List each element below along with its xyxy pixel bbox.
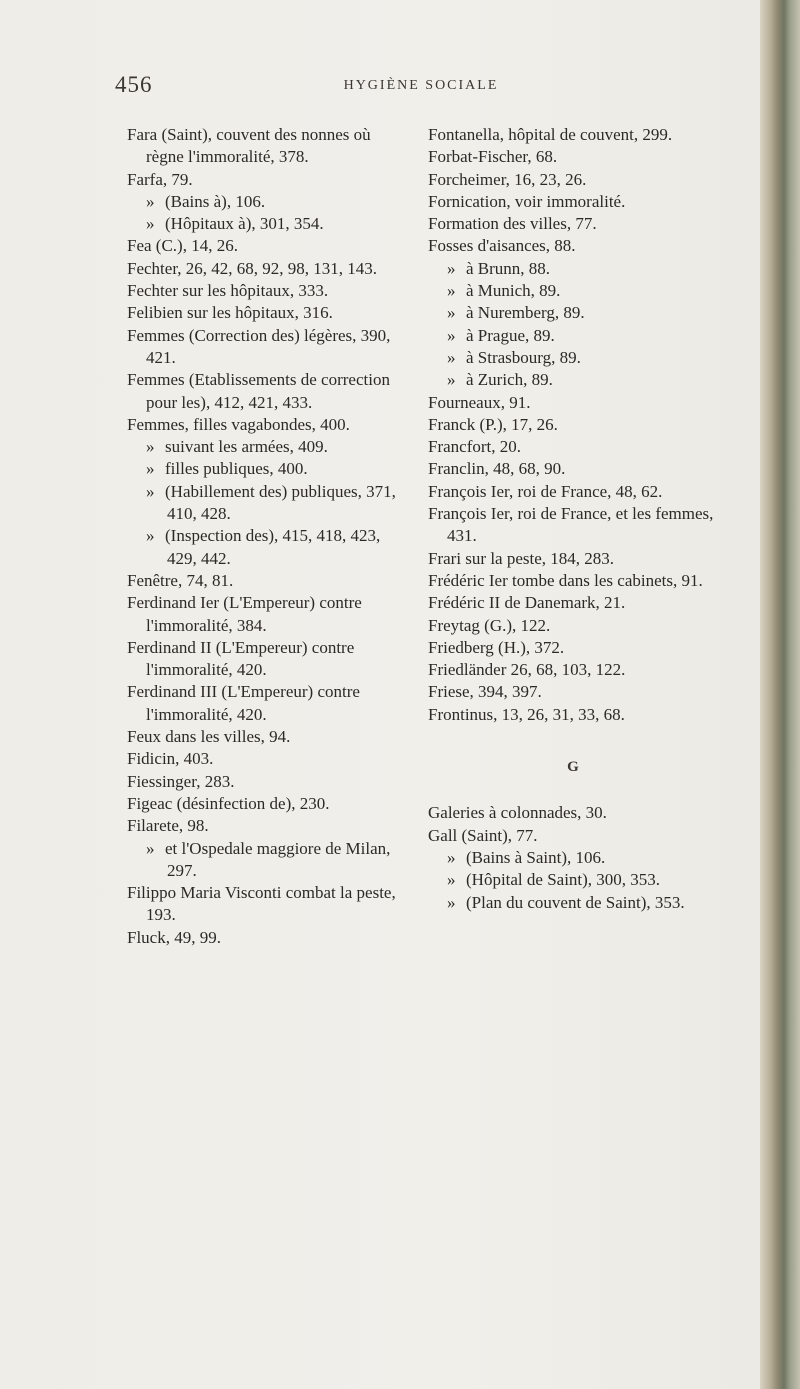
index-entry <box>428 213 718 235</box>
index-entry-text: suivant les armées, 409. <box>165 437 328 457</box>
index-entry <box>428 369 718 391</box>
index-entry <box>428 892 718 914</box>
ditto-mark: » <box>447 847 456 867</box>
index-entry <box>127 793 412 815</box>
ditto-mark: » <box>146 214 155 234</box>
index-entry <box>428 570 718 592</box>
index-entry <box>428 325 718 347</box>
index-entry <box>428 869 718 891</box>
index-entry-text: Forcheimer, 16, 23, 26. <box>428 169 587 189</box>
index-entry <box>127 748 412 770</box>
index-entry-text: Francfort, 20. <box>428 437 522 457</box>
index-entry-text: à Zurich, 89. <box>466 370 553 390</box>
index-entry <box>127 771 412 793</box>
index-entry-text: Galeries à colonnades, 30. <box>428 803 607 823</box>
ditto-mark: » <box>447 258 456 278</box>
index-column-right <box>428 124 718 914</box>
index-entry <box>127 838 412 883</box>
index-entry-text: (Habillement des) publiques, 371, 410, 428. <box>165 481 396 524</box>
index-entry-text: Filippo Maria Visconti combat la peste, 193. <box>127 883 396 925</box>
index-entry-text: Femmes, filles vagabondes, 400. <box>127 414 350 434</box>
index-entry-text: (Bains à Saint), 106. <box>466 847 606 867</box>
index-entry-text: Femmes (Etablissements de correction pour les), 412, 421, 433. <box>127 370 390 412</box>
index-entry <box>428 704 718 726</box>
index-entry <box>428 392 718 414</box>
index-entry <box>428 235 718 257</box>
index-entry-text: Forbat-Fischer, 68. <box>428 147 558 167</box>
page-edge-shadow <box>760 0 800 1389</box>
index-entry-text: Farfa, 79. <box>127 169 193 189</box>
ditto-mark: » <box>146 481 155 501</box>
index-entry-text: Fea (C.), 14, 26. <box>127 236 238 256</box>
index-entry-text: Friese, 394, 397. <box>428 682 542 702</box>
index-entry-text: Fontanella, hôpital de couvent, 299. <box>428 125 673 144</box>
index-entry-text: Femmes (Correction des) légères, 390, 421. <box>127 325 391 367</box>
index-entry <box>127 191 412 213</box>
index-entry <box>127 525 412 570</box>
index-entry-text: Freytag (G.), 122. <box>428 615 551 635</box>
index-entry <box>428 436 718 458</box>
index-entry <box>428 592 718 614</box>
index-column-left <box>127 124 412 949</box>
index-entry <box>428 347 718 369</box>
ditto-mark: » <box>146 526 155 546</box>
index-entry-text: (Hôpitaux à), 301, 354. <box>165 214 324 234</box>
index-entry-text: et l'Ospedale maggiore de Milan, 297. <box>165 838 391 880</box>
index-entry <box>428 681 718 703</box>
index-entry-text: Frédéric Ier tombe dans les cabinets, 91. <box>428 570 703 590</box>
index-entry <box>127 882 412 927</box>
index-entry <box>428 458 718 480</box>
index-entry-text: Fechter sur les hôpitaux, 333. <box>127 281 329 301</box>
index-entry <box>428 637 718 659</box>
ditto-mark: » <box>146 838 155 858</box>
index-entry-text: (Inspection des), 415, 418, 423, 429, 442. <box>165 526 381 568</box>
index-entry-text: Franclin, 48, 68, 90. <box>428 459 566 479</box>
index-entry <box>127 570 412 592</box>
index-entry-text: Franck (P.), 17, 26. <box>428 414 558 434</box>
index-entry-text: François Ier, roi de France, 48, 62. <box>428 481 663 501</box>
index-entry <box>428 802 718 824</box>
ditto-mark: » <box>447 870 456 890</box>
index-entry-text: (Hôpital de Saint), 300, 353. <box>466 870 661 890</box>
ditto-mark: » <box>447 281 456 301</box>
index-entry <box>127 436 412 458</box>
index-entry <box>127 592 412 637</box>
index-entry <box>428 481 718 503</box>
index-entry-text: à Brunn, 88. <box>466 258 551 278</box>
index-entry <box>127 726 412 748</box>
index-entry <box>127 481 412 526</box>
index-entry <box>127 280 412 302</box>
index-entry-text: Fornication, voir immoralité. <box>428 191 626 211</box>
index-entry <box>127 369 412 414</box>
index-entry-text: (Plan du couvent de Saint), 353. <box>466 892 685 912</box>
index-entry <box>127 302 412 324</box>
index-entry-text: Frédéric II de Danemark, 21. <box>428 593 626 613</box>
index-entry-text: Ferdinand II (L'Empereur) contre l'immoralité, 420. <box>127 637 355 680</box>
index-entry <box>428 258 718 280</box>
index-entry <box>127 325 412 370</box>
index-entry <box>127 258 412 280</box>
index-entry-text: à Munich, 89. <box>466 281 561 301</box>
ditto-mark: » <box>146 437 155 457</box>
index-entry <box>127 169 412 191</box>
index-entry-text: Ferdinand III (L'Empereur) contre l'immoralité, 420. <box>127 682 360 724</box>
index-entry <box>428 169 718 191</box>
index-entries-f <box>428 124 718 726</box>
running-title: HYGIÈNE SOCIALE <box>343 78 499 93</box>
index-entry-text: filles publiques, 400. <box>165 459 308 479</box>
index-entry-text: Feux dans les villes, 94. <box>127 727 291 747</box>
index-entry-text: Friedberg (H.), 372. <box>428 637 565 657</box>
index-entry <box>428 659 718 681</box>
index-entry-text: Fechter, 26, 42, 68, 92, 98, 131, 143. <box>127 258 378 278</box>
index-entry-text: Fara (Saint), couvent des nonnes où règne l'immoralité, 378. <box>127 125 371 167</box>
page-header <box>115 72 727 102</box>
index-entry <box>127 124 412 169</box>
ditto-mark: » <box>146 191 155 211</box>
index-entries-g <box>428 802 718 913</box>
ditto-mark: » <box>447 303 456 323</box>
index-entry-text: Formation des villes, 77. <box>428 214 597 234</box>
ditto-mark: » <box>146 459 155 479</box>
index-entry-text: à Nuremberg, 89. <box>466 303 585 323</box>
index-entry <box>428 146 718 168</box>
index-entry <box>428 414 718 436</box>
ditto-mark: » <box>447 325 456 345</box>
index-entry <box>428 847 718 869</box>
index-entry-text: Frari sur la peste, 184, 283. <box>428 548 615 568</box>
ditto-mark: » <box>447 370 456 390</box>
index-entry-text: Fosses d'aisances, 88. <box>428 236 576 256</box>
index-entry-text: Fidicin, 403. <box>127 749 214 769</box>
index-entry <box>428 503 718 548</box>
index-entry-text: Filarete, 98. <box>127 816 209 836</box>
index-entry <box>428 302 718 324</box>
index-entry-text: à Strasbourg, 89. <box>466 347 581 367</box>
ditto-mark: » <box>447 347 456 367</box>
index-entry-text: Figeac (désinfection de), 230. <box>127 793 330 813</box>
page-number: 456 <box>115 72 153 97</box>
index-entry-text: (Bains à), 106. <box>165 191 266 211</box>
index-entry-text: à Prague, 89. <box>466 325 555 345</box>
index-entry <box>428 124 718 146</box>
index-entry <box>127 815 412 837</box>
index-entry <box>127 681 412 726</box>
index-entry <box>428 191 718 213</box>
index-entry-text: Fluck, 49, 99. <box>127 927 221 947</box>
index-entry <box>428 548 718 570</box>
index-entry-text: Felibien sur les hôpitaux, 316. <box>127 303 333 323</box>
index-entry-text: François Ier, roi de France, et les femmes, 431. <box>428 504 714 546</box>
index-entry <box>127 414 412 436</box>
index-entry <box>127 235 412 257</box>
section-letter: G <box>567 759 579 776</box>
index-entry <box>127 458 412 480</box>
ditto-mark: » <box>447 892 456 912</box>
index-entry-text: Friedländer 26, 68, 103, 122. <box>428 660 626 680</box>
index-entry-text: Fiessinger, 283. <box>127 771 235 791</box>
index-entry-text: Ferdinand Ier (L'Empereur) contre l'immoralité, 384. <box>127 593 362 635</box>
index-entry-text: Fourneaux, 91. <box>428 392 531 412</box>
index-entry <box>127 927 412 949</box>
index-entry <box>127 213 412 235</box>
index-entry <box>428 280 718 302</box>
index-entry-text: Frontinus, 13, 26, 31, 33, 68. <box>428 704 625 724</box>
index-entry-text: Gall (Saint), 77. <box>428 825 538 845</box>
index-entry <box>428 825 718 847</box>
index-entry <box>127 637 412 682</box>
index-entry <box>428 615 718 637</box>
index-entry-text: Fenêtre, 74, 81. <box>127 570 234 590</box>
